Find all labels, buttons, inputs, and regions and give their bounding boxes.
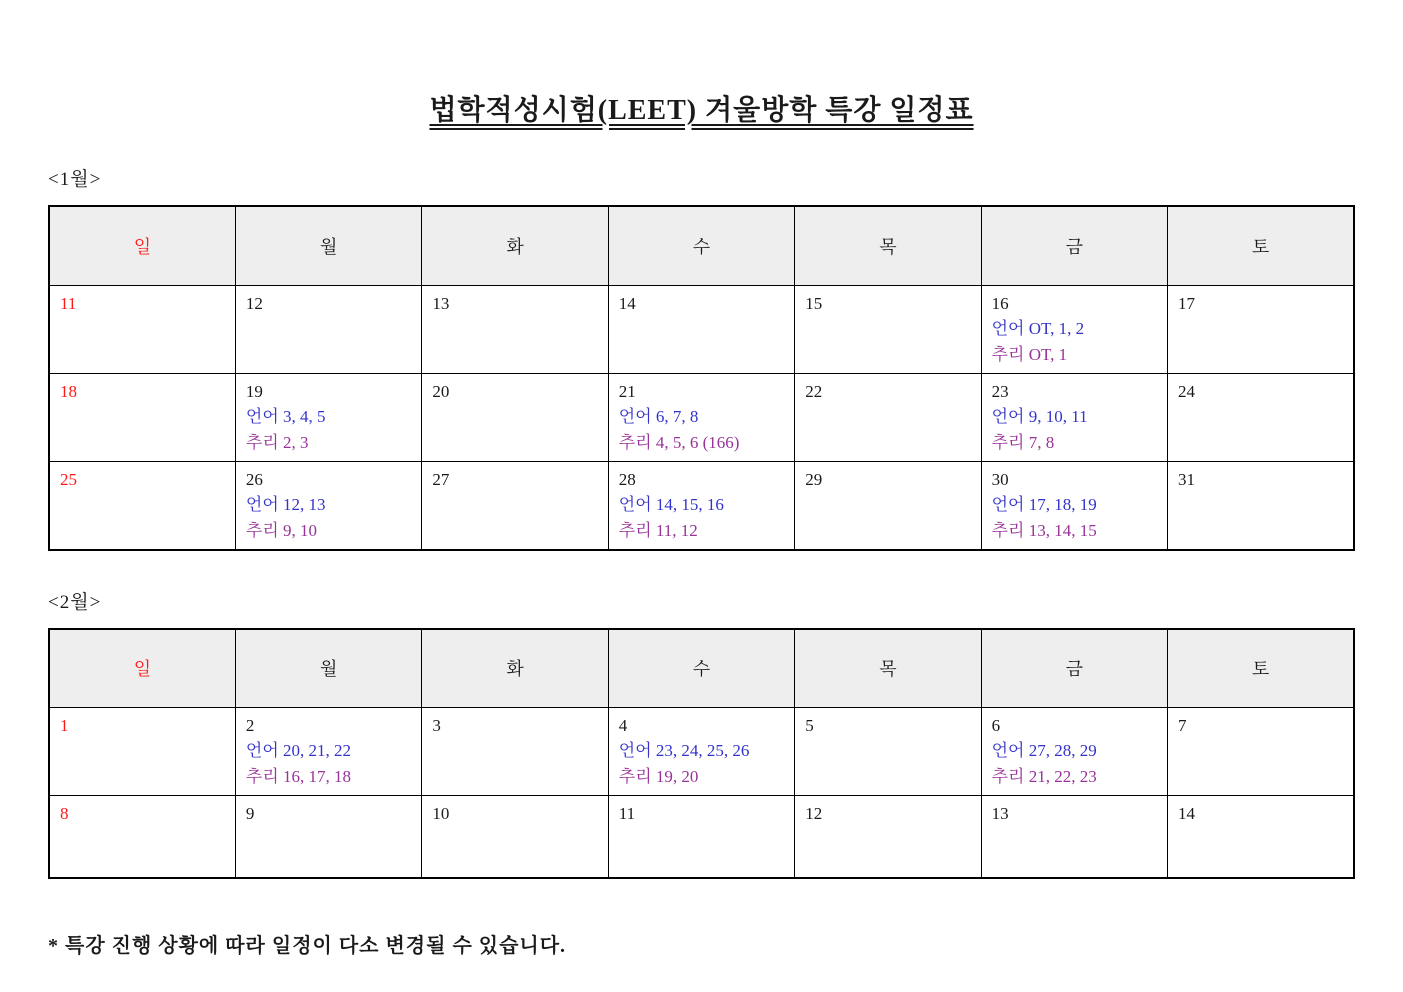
weekday-header-1: 월: [235, 206, 421, 285]
day-cell-10: [422, 796, 608, 878]
day-cell-16: [981, 285, 1167, 373]
day-number: 24: [1178, 381, 1196, 401]
day-cell-19: [235, 373, 421, 461]
day-cell-3: [422, 708, 608, 796]
day-cell-28: [608, 461, 794, 550]
day-number: 12: [245, 293, 263, 313]
weekday-header-2: 화: [422, 206, 608, 285]
schedule-line-language: 언어 12, 13: [245, 494, 326, 514]
day-number: 16: [991, 293, 1009, 313]
january-calendar-table: [48, 205, 1355, 551]
weekday-header-row: [49, 629, 1354, 708]
schedule-line-language: 언어 14, 15, 16: [618, 494, 724, 514]
schedule-line-reasoning: 추리 2, 3: [245, 432, 309, 452]
day-number: 13: [991, 804, 1009, 823]
day-number: 20: [432, 381, 450, 401]
calendar-week-row: [49, 461, 1354, 550]
day-number: 23: [991, 381, 1009, 401]
day-number: 2: [245, 716, 255, 735]
day-cell-30: [981, 461, 1167, 550]
day-number: 5: [805, 716, 814, 735]
day-cell-12: [795, 796, 981, 878]
schedule-line-reasoning: 추리 19, 20: [618, 767, 699, 786]
day-number: 7: [1178, 716, 1187, 735]
footnote: * 특강 진행 상황에 따라 일정이 다소 변경될 수 있습니다.: [48, 934, 567, 957]
day-cell-20: [422, 373, 608, 461]
day-cell-13: [422, 285, 608, 373]
weekday-header-4: 목: [795, 629, 981, 708]
day-number: 8: [60, 804, 69, 823]
calendar-week-row: [49, 285, 1354, 373]
document-title-text: 법학적성시험(LEET) 겨울방학 특강 일정표: [429, 95, 974, 126]
weekday-header-row: [49, 206, 1354, 285]
day-number: 14: [1178, 804, 1196, 823]
schedule-line-reasoning: 추리 OT, 1: [991, 344, 1068, 364]
day-number: 15: [805, 293, 823, 313]
day-cell-5: [795, 708, 981, 796]
day-cell-29: [795, 461, 981, 550]
day-number: 6: [991, 716, 1001, 735]
day-cell-26: [235, 461, 421, 550]
day-cell-22: [795, 373, 981, 461]
day-cell-15: [795, 285, 981, 373]
day-number: 29: [805, 469, 823, 489]
day-number: 3: [432, 716, 441, 735]
day-number: 13: [432, 293, 450, 313]
day-cell-13: [981, 796, 1167, 878]
day-cell-31: [1168, 461, 1354, 550]
day-number: 21: [618, 381, 636, 401]
schedule-line-language: 언어 9, 10, 11: [991, 406, 1088, 426]
schedule-line-language: 언어 3, 4, 5: [245, 406, 326, 426]
weekday-header-5: 금: [981, 629, 1167, 708]
weekday-header-3: 수: [608, 206, 794, 285]
schedule-line-reasoning: 추리 21, 22, 23: [991, 767, 1097, 786]
day-cell-11: [49, 285, 235, 373]
day-number: 12: [805, 804, 823, 823]
day-cell-4: [608, 708, 794, 796]
schedule-line-language: 언어 OT, 1, 2: [991, 318, 1085, 338]
weekday-header-2: 화: [422, 629, 608, 708]
day-number: 28: [618, 469, 636, 489]
day-number: 9: [245, 804, 255, 823]
day-cell-9: [235, 796, 421, 878]
schedule-line-language: 언어 23, 24, 25, 26: [618, 741, 750, 760]
month-label-february: <2월>: [48, 591, 102, 613]
day-cell-23: [981, 373, 1167, 461]
day-number: 30: [991, 469, 1009, 489]
day-cell-24: [1168, 373, 1354, 461]
weekday-header-3: 수: [608, 629, 794, 708]
day-number: 11: [618, 804, 636, 823]
day-number: 17: [1178, 293, 1196, 313]
day-cell-14: [608, 285, 794, 373]
day-number: 19: [245, 381, 263, 401]
day-cell-18: [49, 373, 235, 461]
day-cell-27: [422, 461, 608, 550]
calendar-week-row: [49, 373, 1354, 461]
day-cell-2: [235, 708, 421, 796]
weekday-header-5: 금: [981, 206, 1167, 285]
weekday-header-6: 토: [1168, 629, 1354, 708]
day-cell-1: [49, 708, 235, 796]
day-number: 18: [60, 381, 77, 401]
weekday-header-6: 토: [1168, 206, 1354, 285]
schedule-line-reasoning: 추리 4, 5, 6 (166): [618, 432, 740, 452]
day-number: 25: [60, 469, 77, 489]
day-cell-6: [981, 708, 1167, 796]
day-number: 4: [618, 716, 628, 735]
day-cell-17: [1168, 285, 1354, 373]
weekday-header-0: 일: [49, 629, 235, 708]
schedule-line-language: 언어 20, 21, 22: [245, 741, 352, 760]
day-cell-11: [608, 796, 794, 878]
schedule-line-language: 언어 6, 7, 8: [618, 406, 699, 426]
schedule-line-reasoning: 추리 16, 17, 18: [245, 767, 352, 786]
day-number: 1: [60, 716, 69, 735]
day-cell-21: [608, 373, 794, 461]
schedule-line-reasoning: 추리 9, 10: [245, 520, 318, 540]
day-number: 22: [805, 381, 823, 401]
calendar-week-row: [49, 708, 1354, 796]
weekday-header-1: 월: [235, 629, 421, 708]
day-number: 27: [432, 469, 450, 489]
day-number: 26: [245, 469, 263, 489]
day-cell-12: [235, 285, 421, 373]
schedule-line-reasoning: 추리 11, 12: [618, 520, 698, 540]
day-number: 11: [60, 293, 77, 313]
day-cell-14: [1168, 796, 1354, 878]
weekday-header-4: 목: [795, 206, 981, 285]
day-cell-8: [49, 796, 235, 878]
schedule-line-reasoning: 추리 13, 14, 15: [991, 520, 1097, 540]
day-cell-25: [49, 461, 235, 550]
day-number: 14: [618, 293, 636, 313]
schedule-line-language: 언어 17, 18, 19: [991, 494, 1097, 514]
weekday-header-0: 일: [49, 206, 235, 285]
day-number: 10: [432, 804, 450, 823]
day-cell-7: [1168, 708, 1354, 796]
calendar-week-row: [49, 796, 1354, 878]
month-label-january: <1월>: [48, 169, 102, 190]
day-number: 31: [1178, 469, 1196, 489]
schedule-line-reasoning: 추리 7, 8: [991, 432, 1055, 452]
schedule-line-language: 언어 27, 28, 29: [991, 741, 1097, 760]
february-calendar-table: [48, 628, 1355, 879]
document-content: [48, 164, 1355, 879]
document-title: [0, 88, 1403, 128]
